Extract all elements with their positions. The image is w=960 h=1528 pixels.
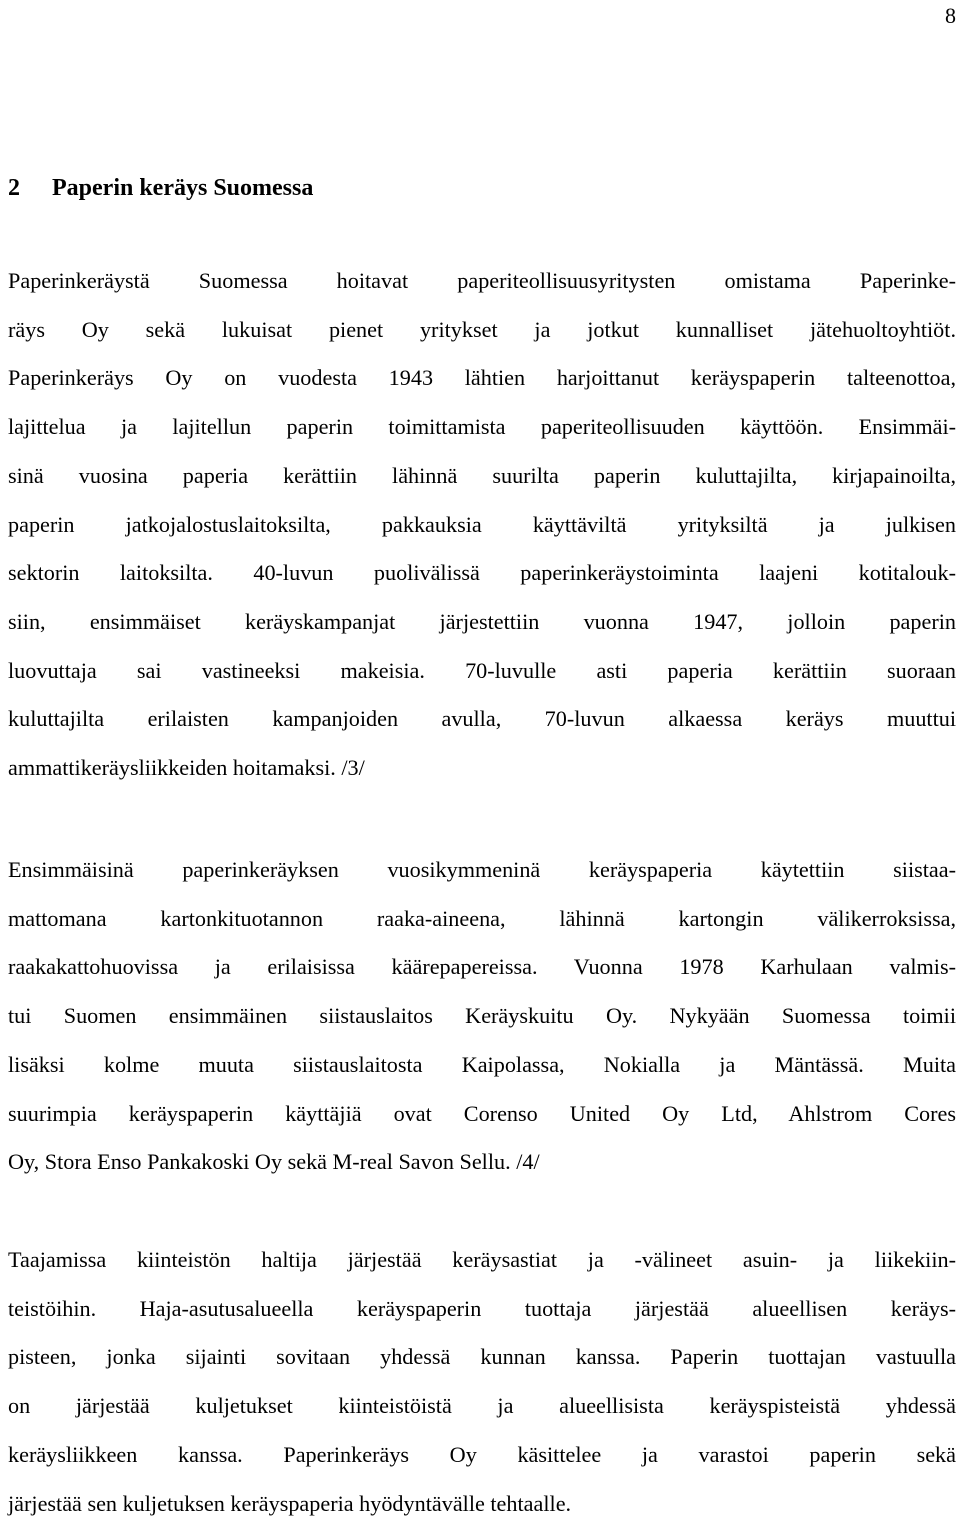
text-line: sektorin laitoksilta. 40-luvun puolivälissä paperinkeräystoiminta laajeni kotitalouk- — [8, 560, 956, 586]
text-line: sinä vuosina paperia kerättiin lähinnä suurilta paperin kuluttajilta, kirjapainoilta, — [8, 462, 956, 488]
paragraph-1 — [8, 257, 956, 793]
text-line: siin, ensimmäiset keräyskampanjat järjestettiin vuonna 1947, jolloin paperin — [8, 608, 956, 634]
text-line: räys Oy sekä lukuisat pienet yritykset ja jotkut kunnalliset jätehuoltoyhtiöt. — [8, 316, 956, 342]
text-line: ammattikeräysliikkeiden hoitamaksi. /3/ — [8, 755, 365, 781]
text-line: on järjestää kuljetukset kiinteistöistä ja alueellisista keräyspisteistä yhdessä — [8, 1393, 956, 1419]
text-line: lisäksi kolme muuta siistauslaitosta Kaipolassa, Nokialla ja Mäntässä. Muita — [8, 1051, 956, 1077]
text-line: teistöihin. Haja-asutusalueella keräyspaperin tuottaja järjestää alueellisen keräys- — [8, 1295, 956, 1321]
page-number: 8 — [945, 3, 956, 28]
text-line: kuluttajilta erilaisten kampanjoiden avulla, 70-luvun alkaessa keräys muuttui — [8, 706, 956, 732]
text-line: paperin jatkojalostuslaitoksilta, pakkauksia käyttäviltä yrityksiltä ja julkisen — [8, 511, 956, 537]
paragraph-3 — [8, 1236, 956, 1528]
paragraph-2 — [8, 846, 956, 1187]
text-line: suurimpia keräyspaperin käyttäjiä ovat Corenso United Oy Ltd, Ahlstrom Cores — [8, 1100, 956, 1126]
text-line: Ensimmäisinä paperinkeräyksen vuosikymmeninä keräyspaperia käytettiin siistaa- — [8, 857, 956, 882]
text-line: järjestää sen kuljetuksen keräyspaperia hyödyntävälle tehtaalle. — [8, 1490, 572, 1516]
text-line: Paperinkeräys Oy on vuodesta 1943 lähtien harjoittanut keräyspaperin talteenottoa, — [8, 365, 956, 391]
text-line: Taajamissa kiinteistön haltija järjestää keräysastiat ja -välineet asuin- ja liikekiin- — [8, 1247, 956, 1272]
section-heading — [8, 170, 313, 206]
text-line: mattomana kartonkituotannon raaka-aineena, lähinnä kartongin välikerroksissa, — [8, 905, 956, 931]
text-line: pisteen, jonka sijainti sovitaan yhdessä kunnan kanssa. Paperin tuottajan vastuulla — [8, 1344, 956, 1370]
text-line: Paperinkeräystä Suomessa hoitavat paperiteollisuusyritysten omistama Paperinke- — [8, 268, 956, 293]
text-line: lajittelua ja lajitellun paperin toimittamista paperiteollisuuden käyttöön. Ensimmäi- — [8, 414, 956, 440]
text-line: luovuttaja sai vastineeksi makeisia. 70-luvulle asti paperia kerättiin suoraan — [8, 657, 956, 683]
text-line: raakakattohuovissa ja erilaisissa käärepapereissa. Vuonna 1978 Karhulaan valmis- — [8, 954, 956, 980]
text-line: keräysliikkeen kanssa. Paperinkeräys Oy käsittelee ja varastoi paperin sekä — [8, 1441, 956, 1467]
section-title: Paperin keräys Suomessa — [52, 175, 314, 201]
text-line: tui Suomen ensimmäinen siistauslaitos Keräyskuitu Oy. Nykyään Suomessa toimii — [8, 1003, 956, 1029]
text-line: Oy, Stora Enso Pankakoski Oy sekä M-real Savon Sellu. /4/ — [8, 1149, 540, 1175]
section-number: 2 — [8, 175, 20, 201]
